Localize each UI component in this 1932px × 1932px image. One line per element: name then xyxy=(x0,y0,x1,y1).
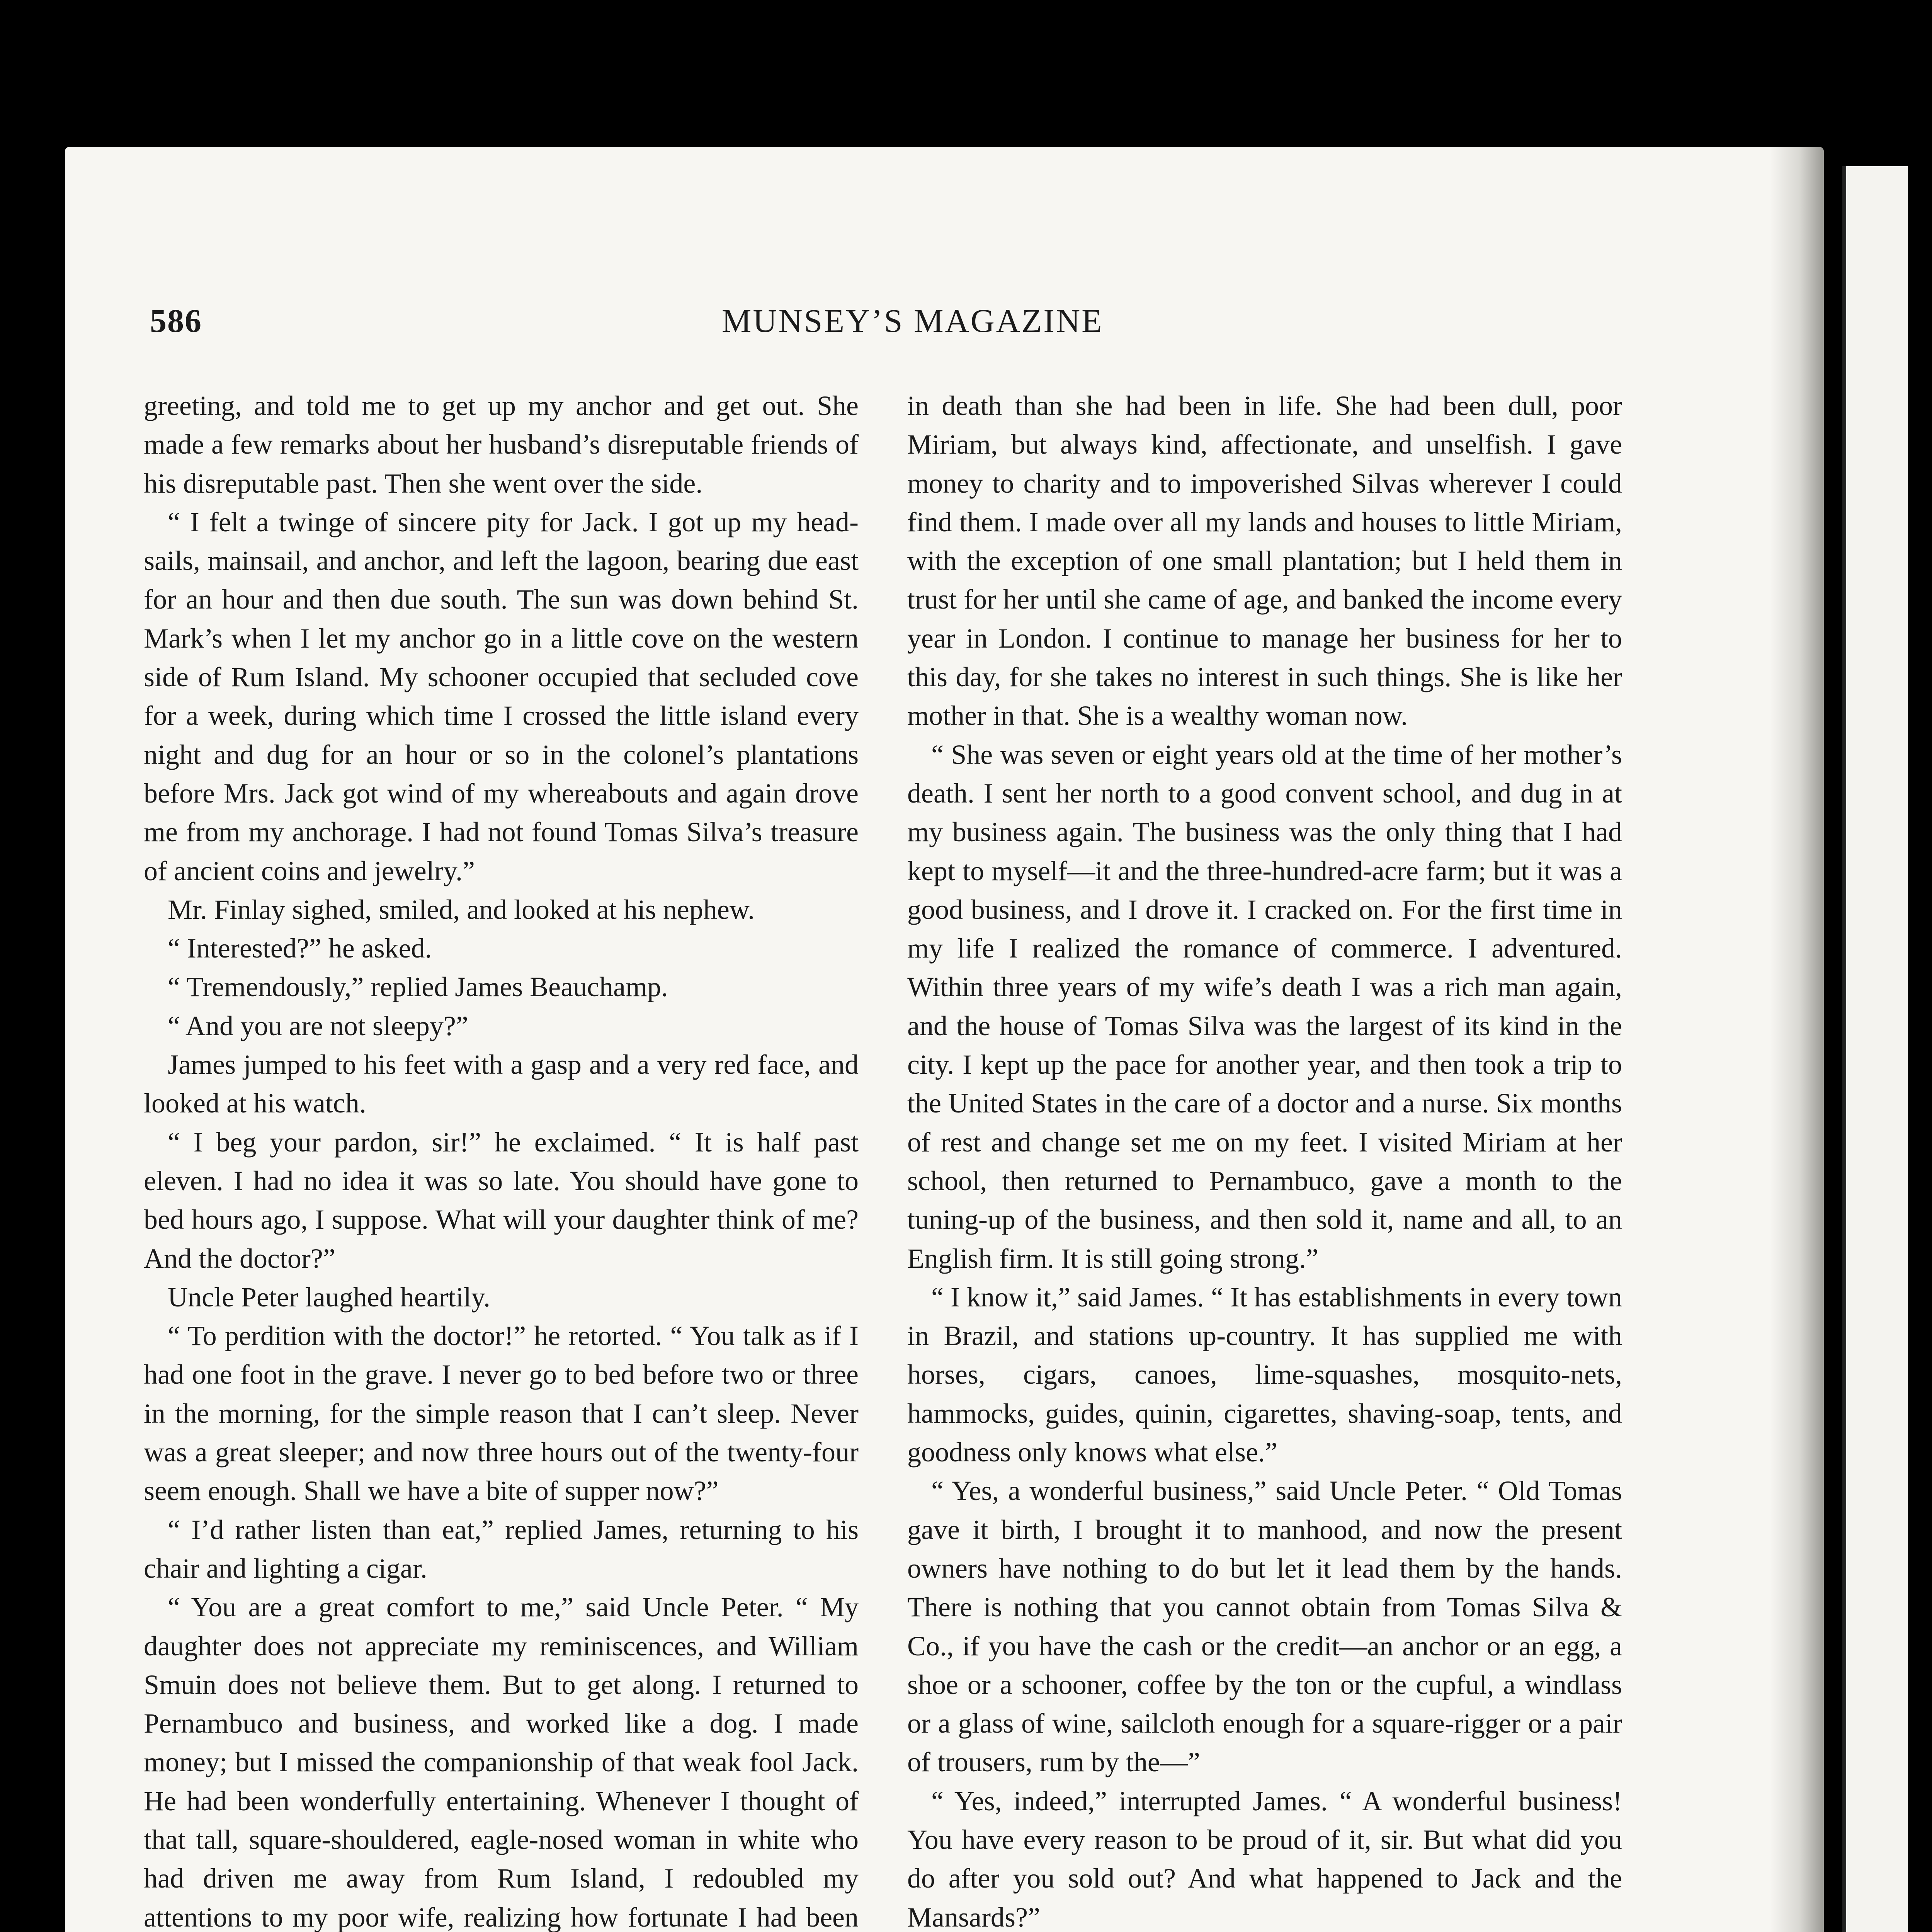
paragraph: greeting, and told me to get up my anchor and get out. She made a few remarks about her husband’s disreputable friends of his disreputable past. Then she went over the side. xyxy=(144,390,859,499)
paragraph: “ She was seven or eight years old at the time of her mother’s death. I sent her north to a good convent school, and dug in at my business again. The business was the only thing that I had kept to myself—it and the three-hundred-acre farm; but it was a good business, and I drove it. I cracked on. For the first time in my life I realized the romance of commerce. I adventured. Within three years of my wife’s death I was a rich man again, and the house of Tomas Silva was the largest of its kind in the city. I kept up the pace for another year, and then took a trip to the United States in the care of a doctor and a nurse. Six months of rest and change set me on my feet. I visited Miriam at her school, then returned to Pernambuco, gave a month to the tuning-up of the business, and then sold it, name and all, to an English firm. It is still going strong.” xyxy=(907,739,1622,1274)
right-column xyxy=(907,386,1622,1932)
paragraph: “ You are a great comfort to me,” said Uncle Peter. “ My daughter does not appreciate my reminiscences, and William Smuin does not believe them. But to get along. I returned to Pernambuco and business, and worked like a dog. I made money; but I missed the companionship of that weak fool Jack. He had been wonderfully entertaining. Whenever I thought of that tall, square-shouldered, eagle-nosed woman in white who had driven me away from Rum Island, I redoubled my attentions to my poor wife, realizing how fortunate I had been xyxy=(144,1592,859,1932)
paragraph: “ I beg your pardon, sir!” he exclaimed. “ It is half past eleven. I had no idea it was so late. You should have gone to bed hours ago, I suppose. What will your daughter think of me? And the doctor?” xyxy=(144,1126,859,1274)
page-gutter-shadow xyxy=(1770,147,1824,1932)
paragraph: “ To perdition with the doctor!” he retorted. “ You talk as if I had one foot in the grave. I never go to bed before two or three in the morning, for the simple reason that I can’t sleep. Never was a great sleeper; and now three hours out of the twenty-four seem enough. Shall we have a bite of supper now?” xyxy=(144,1320,859,1507)
paragraph: “ I felt a twinge of sincere pity for Jack. I got up my head-sails, mainsail, and anchor, and left the lagoon, bearing due east for an hour and then due south. The sun was down behind St. Mark’s when I let my anchor go in a little cove on the western side of Rum Island. My schooner occupied that secluded cove for a week, during which time I crossed the little island every night and dug for an hour or so in the colonel’s plantations before Mrs. Jack got wind of my whereabouts and again drove me from my anchorage. I had not found Tomas Silva’s treasure of ancient coins and jewelry.” xyxy=(144,506,859,886)
paragraph: Mr. Finlay sighed, smiled, and looked at his nephew. xyxy=(168,894,755,925)
paragraph: “ Interested?” he asked. xyxy=(168,933,432,964)
paragraph: “ And you are not sleepy?” xyxy=(168,1010,468,1041)
paragraph: James jumped to his feet with a gasp and a very red face, and looked at his watch. xyxy=(144,1049,859,1119)
paragraph: in death than she had been in life. She had been dull, poor Miriam, but always kind, affectionate, and unselfish. I gave money to charity and to impoverished Silvas wherever I could find them. I made over all my lands and houses to little Miriam, with the exception of one small plantation; but I held them in trust for her until she came of age, and banked the income every year in London. I continue to manage her business for her to this day, for she takes no interest in such things. She is like her mother in that. She is a wealthy woman now. xyxy=(907,390,1622,731)
paragraph: “ Tremendously,” replied James Beauchamp. xyxy=(168,971,668,1003)
left-column xyxy=(144,386,859,1932)
running-head xyxy=(150,301,1178,348)
paragraph: Uncle Peter laughed heartily. xyxy=(168,1281,490,1313)
paragraph: “ Yes, indeed,” interrupted James. “ A wonderful business! You have every reason to be proud of it, sir. But what did you do after you sold out? And what happened to Jack and the Mansards?” xyxy=(907,1785,1622,1932)
magazine-title: MUNSEY’S MAGAZINE xyxy=(722,302,1104,339)
page-number: 586 xyxy=(150,302,202,339)
paragraph: “ I’d rather listen than eat,” replied James, returning to his chair and lighting a cigar. xyxy=(144,1514,859,1584)
paragraph: “ Yes, a wonderful business,” said Uncle Peter. “ Old Tomas gave it birth, I brought it to manhood, and now the present owners have nothing to do but let it lead them by the hands. There is nothing that you cannot obtain from Tomas Silva & Co., if you have the cash or the credit—an anchor or an egg, a shoe or a schooner, coffee by the ton or the cupful, a windlass or a glass of wine, sailcloth enough for a square-rigger or a pair of trousers, rum by the—” xyxy=(907,1475,1622,1778)
paragraph: “ I know it,” said James. “ It has establishments in every town in Brazil, and stations up-country. It has supplied me with horses, cigars, canoes, lime-squashes, mosquito-nets, hammocks, guides, quinin, cigarettes, shaving-soap, tents, and goodness only knows what else.” xyxy=(907,1281,1622,1468)
adjacent-page-edge xyxy=(1842,166,1908,1932)
